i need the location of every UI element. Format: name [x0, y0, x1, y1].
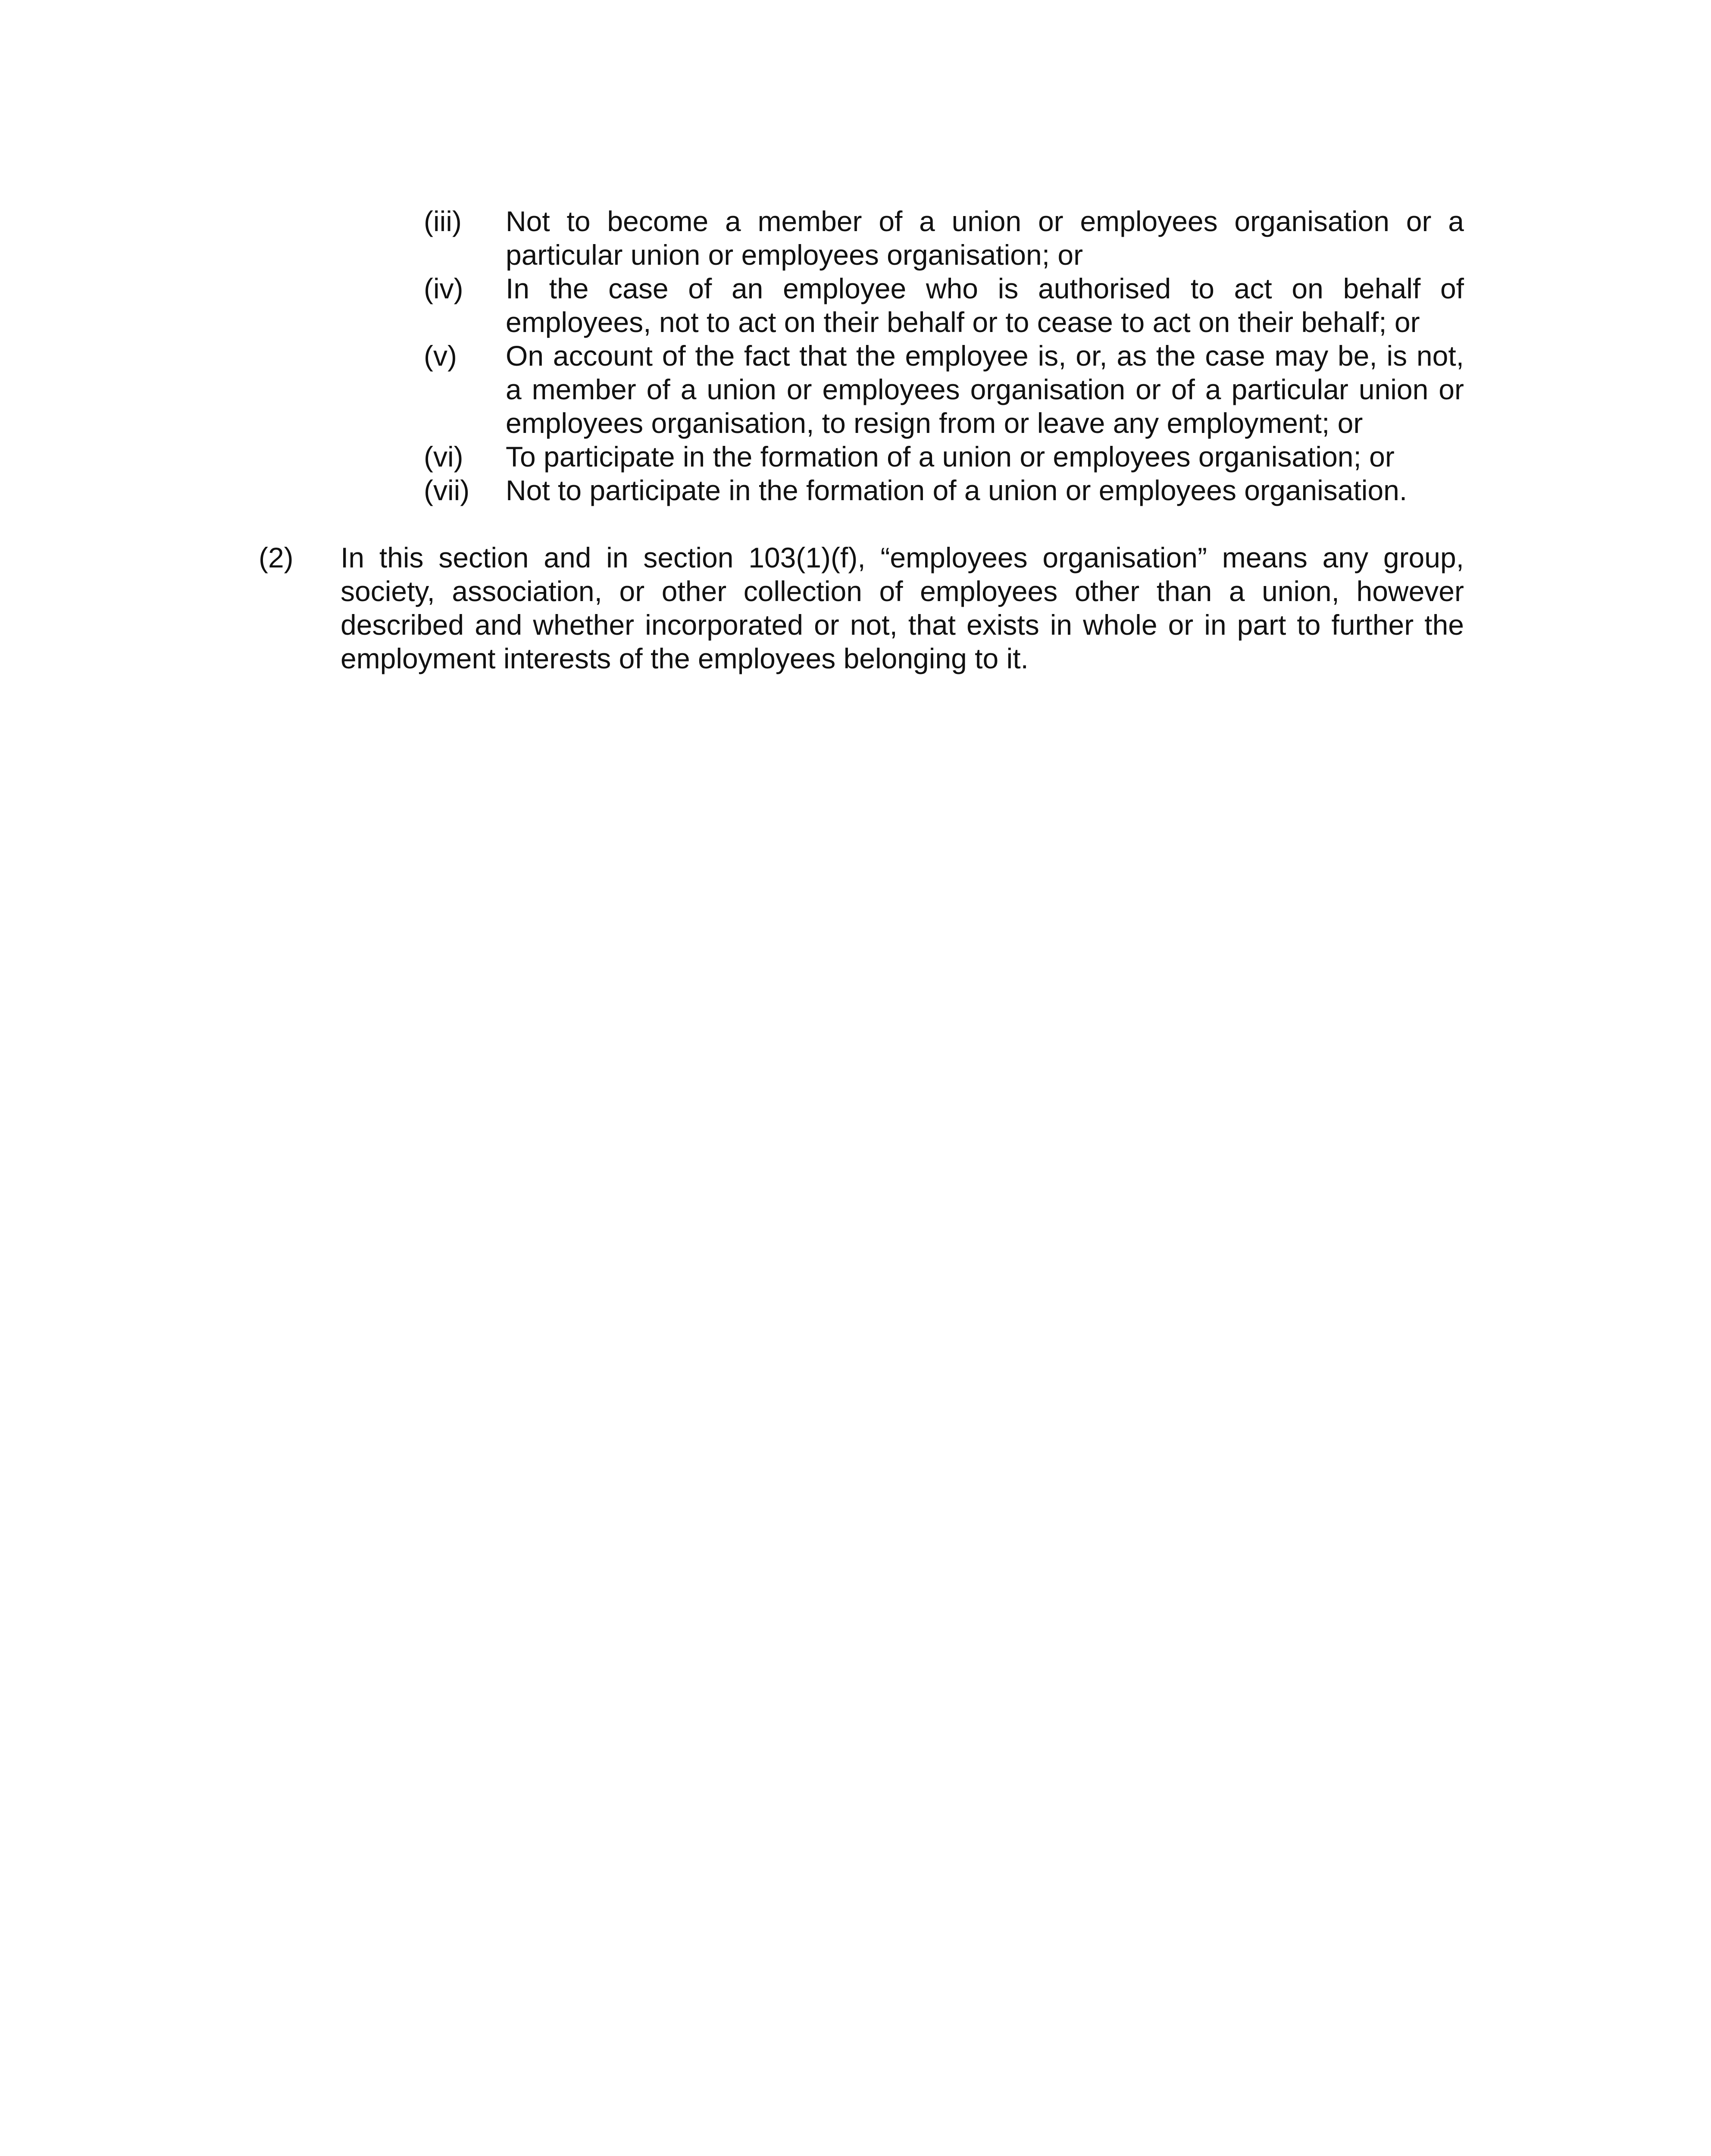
subsection-text: In this section and in section 103(1)(f), “employees organisation” means any group, society, association, or other collection of employees other than a union, however described and whether incorporated or not, that exists in whole or in part to further the employment interests of the employees belonging to it. — [341, 542, 1464, 674]
subclause-vii — [424, 473, 1464, 507]
subclause-vi — [424, 440, 1464, 473]
subsection-marker: (2) — [259, 542, 294, 573]
subclause-marker: (iii) — [424, 205, 462, 237]
subclause-list — [424, 204, 1464, 507]
subclause-text: Not to become a member of a union or employees organisation or a particular union or employees organisation; or — [506, 205, 1464, 271]
subclause-iii — [424, 204, 1464, 272]
subsection-2 — [259, 541, 1464, 675]
subclause-text: Not to participate in the formation of a union or employees organisation. — [506, 474, 1408, 506]
subclause-iv — [424, 272, 1464, 339]
subclause-v — [424, 339, 1464, 440]
subclause-text: In the case of an employee who is authorised to act on behalf of employees, not to act on their behalf or to cease to act on their behalf; or — [506, 273, 1464, 338]
subclause-marker: (vi) — [424, 441, 463, 473]
subclause-marker: (vii) — [424, 474, 470, 506]
subclause-marker: (iv) — [424, 273, 463, 304]
subclause-marker: (v) — [424, 340, 457, 372]
subclause-text: On account of the fact that the employee is, or, as the case may be, is not, a member of a union or employees organisation or of a particular union or employees organisation, to resign from or leave any employment; or — [506, 340, 1464, 439]
page-content — [259, 204, 1464, 675]
subclause-text: To participate in the formation of a union or employees organisation; or — [506, 441, 1395, 473]
